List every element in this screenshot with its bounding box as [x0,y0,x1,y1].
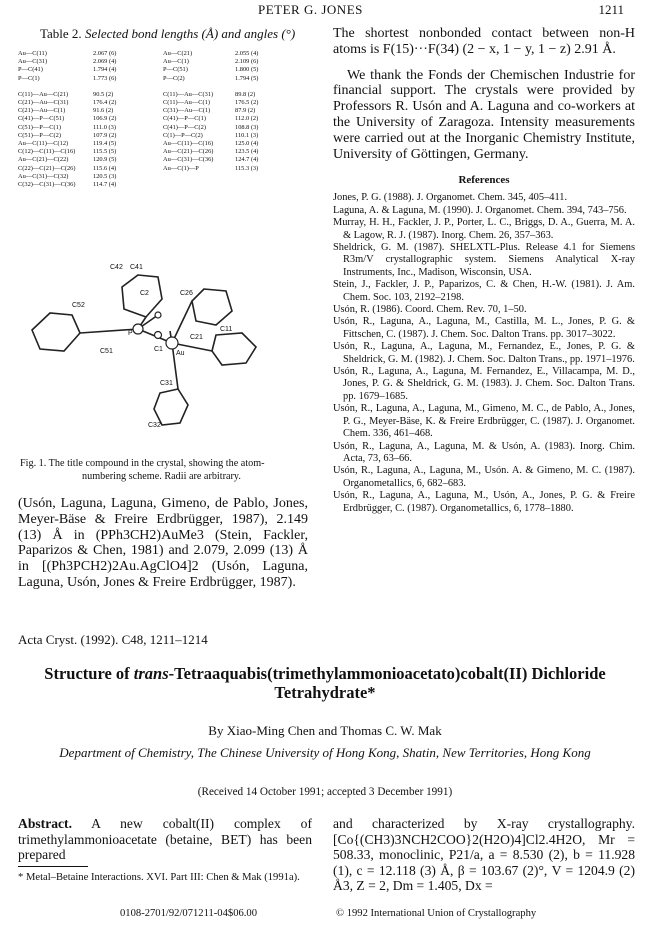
reference-list [333,192,635,515]
table-cell: Au—C(31) [18,58,48,66]
table-row [18,91,295,99]
table-row [18,148,295,156]
reference-item: Jones, P. G. (1988). J. Organomet. Chem. 345, 405–411. [333,192,568,204]
table-row [18,115,295,123]
table-cell: 114.7 (4) [93,181,117,189]
atom-label: C1 [154,346,163,353]
reference-item: Usón, R., Laguna, A., Laguna, M. Fernandez, E., Villacampa, M. D., Jones, P. G. & Sheldrick, G. M. (1983). J. Chem. Soc. Dalton Trans. pp. 1679–1685. [333,366,635,402]
footer-copyright: © 1992 International Union of Crystallography [336,908,537,919]
table-cell: 115.6 (4) [93,164,117,172]
reference-item: Usón, R., Laguna, A., Laguna, M., Castilla, M. L., Jones, P. G. & Fittschen, C. (1987). J. Chem. Soc. Dalton Trans. pp. 3017–3022. [333,316,635,340]
reference-item: Usón, R., Laguna, A., Laguna, M., Usón, A., Jones, P. G. & Freire Erdbrügger, C. (1987). Organometallics, 6, 1778–1880. [333,490,635,514]
table-cell: 2.055 (4) [235,50,259,57]
table-cell: 2.069 (4) [93,58,117,66]
reference-item: Usón, R., Laguna, A., Laguna, M. & Usón, A. (1983). Inorg. Chim. Acta, 73, 63–66. [333,440,635,464]
table-cell: 112.0 (2) [235,115,259,123]
table-cell: C(41)—P—C(51) [18,115,65,123]
table-cell: C(11)—Au—C(1) [163,99,210,107]
table-cell: 1.800 (5) [235,66,259,74]
table-cell: 176.5 (2) [235,99,259,107]
atom-label: C32 [148,422,161,429]
table-cell: 1.794 (4) [93,66,117,74]
table-cell: C(31)—Au—C(1) [163,107,211,115]
phenyl-ring-c21 [192,289,232,325]
table-cell: P—C(41) [18,66,43,74]
table-cell: C(12)—C(11)—C(16) [18,148,76,156]
table-cell: 124.7 (4) [235,156,259,164]
table-row [18,50,295,58]
table-cell: C(21)—Au—C(1) [18,107,66,115]
table-caption: Table 2. Selected bond lengths (Å) and angles (°) [40,26,296,41]
table-cell: P—C(2) [163,74,185,82]
table-cell: Au—C(11)—C(12) [18,140,69,148]
phenyl-ring-c51 [32,313,80,351]
table-cell: 2.109 (6) [235,58,259,66]
table-cell: Au—C(1) [163,58,189,66]
table-row [18,173,295,181]
molecule-figure [20,235,280,450]
atom-label: C2 [140,290,149,297]
table-cell: 110.1 (3) [235,131,259,139]
table-cell: 90.5 (2) [93,90,114,98]
article-title: Structure of trans-Tetraaquabis(trimethylammonioacetato)cobalt(II) Dichloride Tetrahydrate* [44,664,606,702]
table-cell: 111.0 (3) [93,123,116,131]
table-cell: P—C(51) [163,66,188,74]
affiliation: Department of Chemistry, The Chinese University of Hong Kong, Shatin, New Territories, Hong Kong [59,745,591,760]
figure-caption: Fig. 1. The title compound in the crystal, showing the atom- numbering scheme. Radii are arbitrary. [20,458,265,482]
reference-item: Usón, R., Laguna, A., Laguna, M., Fernandez, E., Jones, P. G. & Sheldrick, G. M. (1982). J. Chem. Soc. Dalton Trans., pp. 1971–1976. [333,341,635,365]
table-row [18,107,295,115]
atom-p [133,324,143,334]
table-cell: 125.0 (4) [235,140,259,148]
table-cell [235,181,295,189]
table-cell: Au—C(1)—P [163,164,199,172]
table-row [18,58,295,66]
table-row [18,124,295,132]
page-number: 1211 [598,2,624,17]
atom-label: C11 [220,326,233,333]
table-cell: C(22)—C(21)—C(26) [18,164,76,172]
acknowledgement: We thank the Fonds der Chemischen Industrie for financial support. The crystals were provided by Professors R. Usón and A. Laguna and co-workers at the University of Zaragoza. Intensity measurements were carried out at the Inorganic Chemistry Institute, University of Göttingen, Germany. [333,67,635,162]
table-cell: Au—C(21) [163,50,193,57]
ortep-drawing [20,235,280,450]
table-cell: C(41)—P—C(2) [163,123,206,131]
atom-label: C51 [100,348,113,355]
abstract-label: Abstract. [18,816,72,831]
table-cell: C(32)—C(31)—C(36) [18,181,76,189]
table-cell: 89.8 (2) [235,90,256,98]
table-cell: Au—C(11)—C(16) [163,140,214,148]
table-cell: 176.4 (2) [93,99,117,107]
table-cell: C(11)—Au—C(31) [163,90,214,98]
table-2 [18,26,308,189]
table-cell: 107.9 (2) [93,131,117,139]
reference-item: Laguna, A. & Laguna, M. (1990). J. Organomet. Chem. 394, 743–756. [333,204,627,216]
table-cell: 123.5 (4) [235,148,259,156]
reference-item: Sheldrick, G. M. (1987). SHELXTL-Plus. Release 4.1 for Siemens R3m/V crystallographic system. Siemens Analytical X-ray Instruments, Inc., Madison, Wisconsin, USA. [333,242,635,278]
table-cell: 120.9 (5) [93,156,117,164]
table-cell: 1.773 (6) [93,74,117,82]
page-header [0,0,650,18]
atom-au [166,337,178,349]
reference-item: Usón, R. (1986). Coord. Chem. Rev. 70, 1–50. [333,304,527,316]
contact-paragraph: The shortest nonbonded contact between non-H atoms is F(15)···F(34) (2 − x, 1 − y, 1 − z) 2.91 Å. [333,26,635,57]
atom-label: P [128,330,133,337]
table-cell [163,173,235,181]
journal-reference: Acta Cryst. (1992). C48, 1211–1214 [18,632,208,647]
atom-label: C52 [72,302,85,309]
bond-table [18,50,295,189]
reference-item: Murray, H. H., Fackler, J. P., Porter, L. C., Briggs, D. A., Guerra, M. A. & Lagow, R. J. (1987). Inorg. Chem. 26, 357–363. [333,217,635,241]
atom-label: C26 [180,290,193,297]
abstract-left: Abstract. A new cobalt(II) complex of trimethylammonioacetate (betaine, BET) has been prepared [18,816,312,863]
table-cell: Au—C(31)—C(32) [18,172,69,180]
table-cell: Au—C(11) [18,50,47,57]
table-cell: C(21)—Au—C(31) [18,99,69,107]
footer-code: 0108-2701/92/071211-04$06.00 [120,908,258,919]
table-row [18,181,295,189]
authors: By Xiao-Ming Chen and Thomas C. W. Mak [208,723,442,738]
table-cell: Au—C(21)—C(22) [18,156,69,164]
left-paragraph: (Usón, Laguna, Laguna, Gimeno, de Pablo, Jones, Meyer-Bäse & Freire Erdbrügger, 1987), 2.149 (13) Å in (PPh3CH2)AuMe3 (Stein, Fackler, Paparizos & Chen, 1981) and 2.079, 2.099 (13) Å in [(Ph3PCH2)2Au.AgClO4]2 (Usón, Laguna, Laguna, Usón, Jones & Freire Erdbrügger, 1987). [18,496,308,590]
received-dates: (Received 14 October 1991; accepted 3 December 1991) [197,786,453,798]
table-cell: 2.067 (6) [93,50,117,57]
table-row [18,156,295,164]
table-cell: 120.5 (3) [93,172,117,180]
table-cell: 115.5 (5) [93,148,117,156]
table-cell: C(41)—P—C(1) [163,115,206,123]
table-cell: 91.6 (2) [93,107,114,115]
table-row [18,165,295,173]
footnote: * Metal–Betaine Interactions. XVI. Part III: Chen & Mak (1991a). [18,872,300,883]
atom-label: C41 [130,264,143,271]
atom-label: Au [176,350,185,357]
table-row [18,66,295,74]
atom-c2 [155,312,161,318]
reference-item: Usón, R., Laguna, A., Laguna, M., Usón. A. & Gimeno, M. C. (1987). Organometallics, 6, 682–683. [333,465,635,489]
table-row [18,140,295,148]
atom-label: C42 [110,264,123,271]
phenyl-ring-c31 [154,389,188,425]
references-heading: References [458,174,510,187]
atom-c1 [155,332,162,339]
table-cell: 1.794 (5) [235,74,259,82]
table-cell: Au—C(21)—C(26) [163,148,214,156]
table-cell: 106.9 (2) [93,115,117,123]
table-cell: 119.4 (5) [93,140,117,148]
table-row [18,132,295,140]
abstract-right: and characterized by X-ray crystallography. [Co{(CH3)3NCH2COO}2(H2O)4]Cl2.4H2O, Mr = 508.33, monoclinic, P21/a, a = 8.530 (2), b = 11.928 (1), c = 12.118 (3) Å, β = 103.67 (2)°, V = 1204.9 (2) Å3, Z = 2, Dm = 1.405, Dx = [333,816,635,894]
table-row [18,75,295,83]
reference-item: Stein, J., Fackler, J. P., Paparizos, C. & Chen, H.-W. (1981). J. Am. Chem. Soc. 103, 2192–2198. [333,279,635,303]
table-cell: Au—C(31)—C(36) [163,156,214,164]
right-column [333,26,635,515]
table-cell: 87.9 (2) [235,107,256,115]
table-cell [235,173,295,181]
table-cell: C(51)—P—C(2) [18,131,61,139]
table-cell: C(11)—Au—C(21) [18,90,69,98]
table-cell: C(51)—P—C(1) [18,123,61,131]
table-row [18,99,295,107]
footnote-rule [18,866,88,867]
table-cell: C(1)—P—C(2) [163,131,203,139]
phenyl-ring-c11 [212,333,256,365]
table-cell: 115.3 (3) [235,164,259,172]
atom-label: C31 [160,380,173,387]
reference-item: Usón, R., Laguna, A., Laguna, M., Gimeno, M. C., de Pablo, A., Jones, P. G., Meyer-Bäse, K. & Freire Erdbrügger, C. (1987). J. Organomet. Chem. 336, 461–468. [333,403,635,440]
table-cell: 108.8 (3) [235,123,259,131]
table-cell [163,181,235,189]
running-head: PETER G. JONES [258,2,363,17]
table-cell: P—C(1) [18,74,40,82]
atom-label: C21 [190,334,203,341]
